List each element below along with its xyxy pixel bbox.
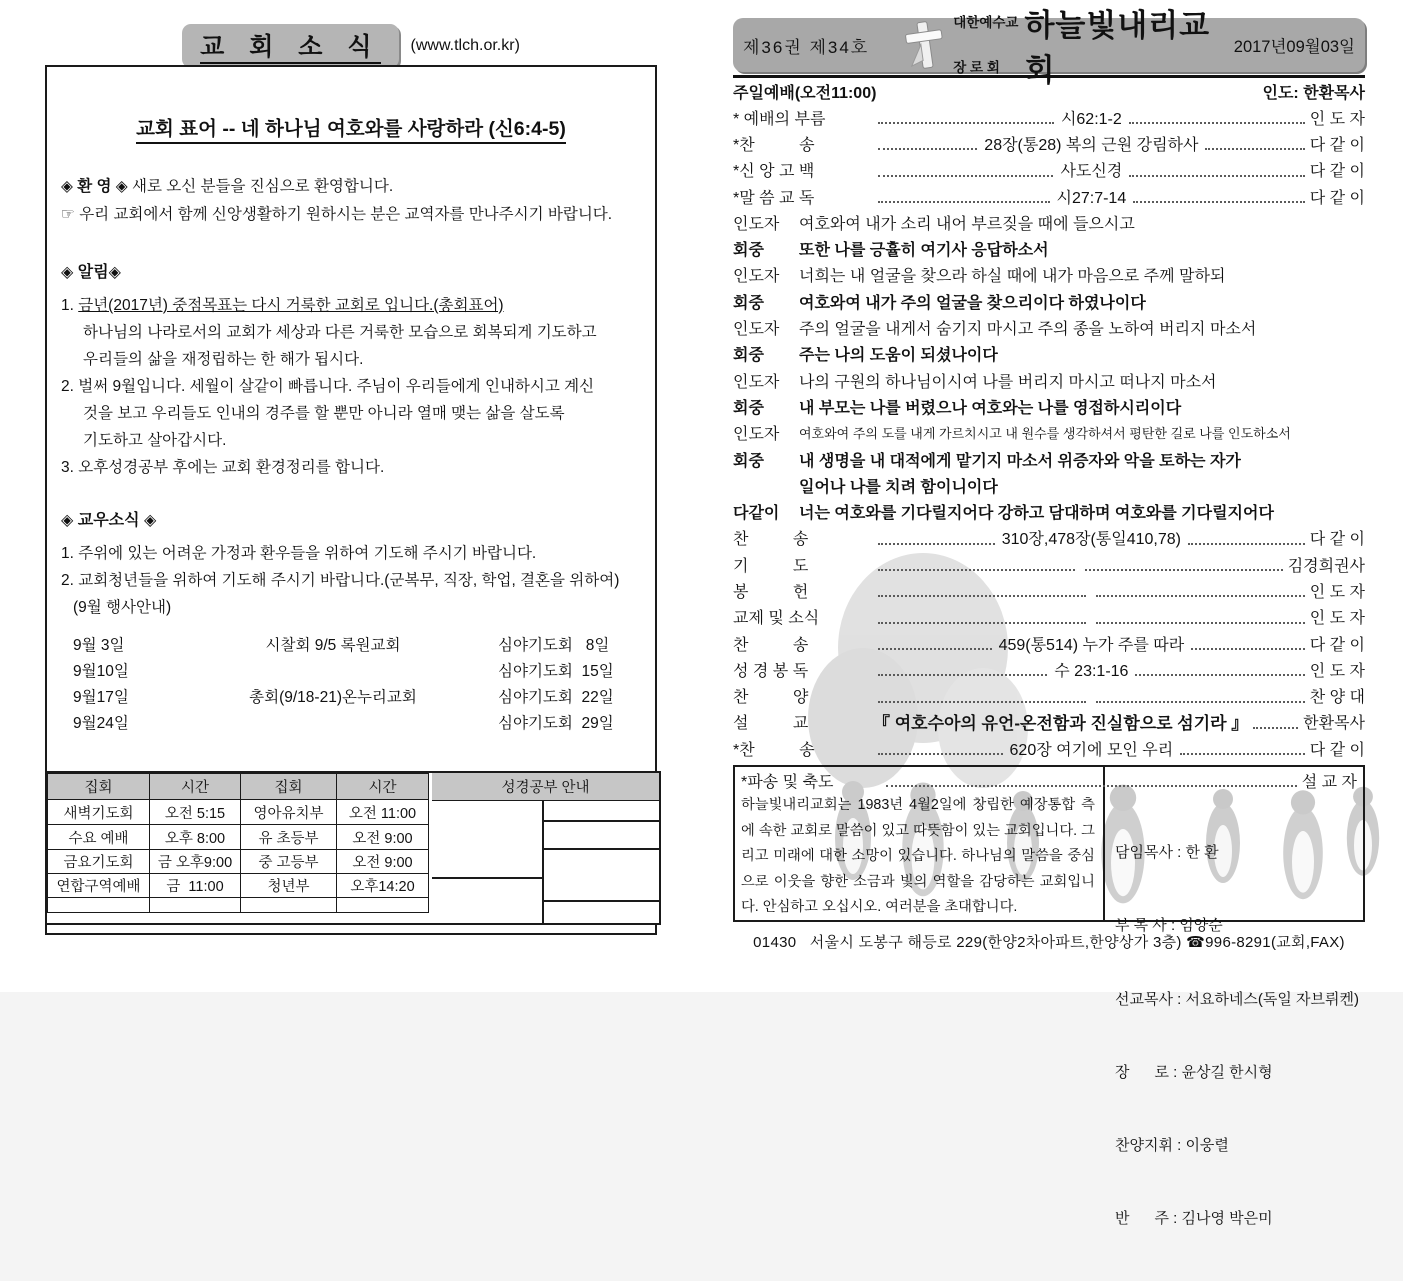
order-row: * 예배의 부름 시62:1-2 인 도 자 xyxy=(733,110,1365,128)
address-footer: 01430 서울시 도봉구 해등로 229(한양2차아파트,한양상가 3층) ☎996-8291(교회,FAX) xyxy=(753,934,1345,952)
notice-item2: 2. 벌써 9월입니다. 세월이 살같이 빠릅니다. 주님이 우리들에게 인내하시고 계신 xyxy=(61,378,595,395)
order-row: 교제 및 소식 인 도 자 xyxy=(733,610,1366,628)
church-news-title-box xyxy=(182,24,398,68)
responsive-line: 인도자 너희는 내 얼굴을 찾으라 하실 때에 내가 마음으로 주께 말하되 xyxy=(733,268,1226,286)
member-news-item2: 2. 교회청년들을 위하여 기도해 주시기 바랍니다.(군복무, 직장, 학업, 결혼을 위하여) xyxy=(61,572,620,589)
table-row: 금요기도회 금 오후9:00 중 고등부 오전 9:00 xyxy=(48,850,429,874)
staff-line: 선교목사 : 서요하네스(독일 자브뤼켄) xyxy=(1114,990,1359,1008)
order-row: 찬 송 310장,478장(통일410,78) 다 같 이 xyxy=(733,531,1365,549)
church-name: 하늘빛내리교회 xyxy=(1024,8,1211,88)
cross-logo-icon xyxy=(903,20,947,70)
staff-line: 반 주 : 김나영 박은미 xyxy=(1114,1210,1273,1228)
issue-number: 제36권 제34호 xyxy=(743,37,870,57)
table-row: 새벽기도회 오전 5:15 영아유치부 오전 11:00 xyxy=(48,800,429,825)
table-row: 수요 예배 오후 8:00 유 초등부 오전 9:00 xyxy=(48,825,429,850)
schedule-grid xyxy=(47,773,429,913)
order-row: 기 도 김경희권사 xyxy=(733,557,1365,575)
left-content-box xyxy=(45,65,657,935)
order-row: 찬 송 459(통514) 누가 주를 따라 다 같 이 xyxy=(733,636,1365,654)
table-row: 연합구역예배 금 11:00 청년부 오후14:20 xyxy=(48,874,429,898)
notice-item1-line2: 하나님의 나라로서의 교회가 세상과 다른 거룩한 모습으로 회복되게 기도하고 xyxy=(83,324,597,341)
member-news-heading: ◈ 교우소식 ◈ xyxy=(61,512,157,529)
table-row-empty xyxy=(48,898,429,913)
member-news-item1: 1. 주위에 있는 어려운 가정과 환우들을 위하여 기도해 주시기 바랍니다. xyxy=(61,545,537,562)
responsive-line: 회중 주는 나의 도움이 되셨나이다 xyxy=(733,347,998,365)
event-row: 9월24일 심야기도회 29일 xyxy=(73,715,614,732)
responsive-line: 인도자 주의 얼굴을 내게서 숨기지 마시고 주의 종을 노하여 버리지 마소서 xyxy=(733,321,1257,339)
order-row: *말 씀 교 독 시27:7-14 다 같 이 xyxy=(733,189,1365,207)
order-row: 봉 헌 인 도 자 xyxy=(733,583,1366,601)
denomination-label: 대한예수교 장 로 회 xyxy=(953,15,1019,75)
bulletin-date: 2017년09월03일 xyxy=(1233,38,1355,56)
church-motto: 교회 표어 -- 네 하나님 여호와를 사랑하라 (신6:4-5) xyxy=(47,113,655,141)
responsive-line: 인도자 여호와여 주의 도를 내게 가르치시고 내 원수를 생각하셔서 평탄한 길로 나를 인도하소서 xyxy=(733,426,1291,444)
staff-line: 장 로 : 윤상길 한시형 xyxy=(1114,1063,1273,1081)
welcome-section xyxy=(61,173,645,229)
church-news-title: 교 회 소 식 xyxy=(200,33,380,64)
notice-item1: 1. 금년(2017년) 중점목표는 다시 거룩한 교회로 입니다.(총회표어) xyxy=(61,297,504,314)
table-divider xyxy=(542,800,544,923)
left-page xyxy=(45,26,657,895)
meeting-schedule-table xyxy=(45,771,661,925)
welcome-line1: ◈ 환 영 ◈ 새로 오신 분들을 진심으로 환영합니다. xyxy=(61,178,394,195)
responsive-line: 회중 여호와여 내가 주의 얼굴을 찾으리이다 하였나이다 xyxy=(733,294,1146,312)
responsive-line: 회중 내 생명을 내 대적에게 맡기지 마소서 위증자와 악을 토하는 자가 xyxy=(733,452,1241,470)
masthead-banner xyxy=(733,8,1365,88)
responsive-line: 인도자 나의 구원의 하나님이시여 나를 버리지 마시고 떠나지 마소서 xyxy=(733,373,1217,391)
event-row: 9월 3일 시찰회 9/5 록원교회 심야기도회 8일 xyxy=(73,637,610,654)
order-row: *찬 송 620장 여기에 모인 우리 다 같 이 xyxy=(733,741,1366,759)
dot-leader xyxy=(878,110,1054,124)
staff-line: 찬양지휘 : 이웅렬 xyxy=(1114,1137,1229,1155)
event-row: 9월10일 심야기도회 15일 xyxy=(73,663,614,680)
responsive-line: 회중 내 부모는 나를 버렸으나 여호와는 나를 영접하시리이다 xyxy=(733,399,1182,417)
dot-leader xyxy=(1129,110,1305,124)
september-events xyxy=(73,595,645,737)
notice-section xyxy=(61,259,645,481)
notice-item1-line3: 우리들의 삶을 재정립하는 한 해가 됩시다. xyxy=(83,351,364,368)
notice-item3: 3. 오후성경공부 후에는 교회 환경정리를 합니다. xyxy=(61,459,385,476)
order-row: 성 경 봉 독 수 23:1-16 인 도 자 xyxy=(733,662,1365,680)
welcome-line2: ☞ 우리 교회에서 함께 신앙생활하기 원하시는 분은 교역자를 만나주시기 바랍니다. xyxy=(61,206,613,223)
service-title: 주일예배(오전11:00) xyxy=(733,85,877,102)
notice-heading: ◈ 알림◈ xyxy=(61,264,121,281)
church-introduction: 하늘빛내리교회는 1983년 4월2일에 창립한 예장통합 측에 속한 교회로 말씀이 있고 따뜻함이 있는 교회입니다. 그리고 미래에 대한 소망이 있습니다. 하나님의 말씀을 중심으로 이웃을 향한 소금과 빛의 역할을 감당하는 교회입니다. 안심하고 오십시오. 여러분을 초대합니다. xyxy=(741,797,1095,916)
event-row: 9월17일 총회(9/18-21)온누리교회 심야기도회 22일 xyxy=(73,689,614,706)
church-website-url: (www.tlch.or.kr) xyxy=(410,37,520,54)
order-row: *신 앙 고 백 사도신경 다 같 이 xyxy=(733,163,1365,181)
events-heading: (9월 행사안내) xyxy=(73,599,172,616)
notice-item2-line3: 기도하고 살아갑시다. xyxy=(83,432,227,449)
staff-line: 담임목사 : 한 환 xyxy=(1114,844,1219,862)
service-leader: 인도: 한환목사 xyxy=(1262,85,1365,102)
staff-line: 부 목 사 : 임양순 xyxy=(1114,917,1223,935)
responsive-line: 다같이 너는 여호와를 기다릴지어다 강하고 담대하며 여호와를 기다릴지어다 xyxy=(733,505,1274,523)
sermon-title: 『 여호수아의 유언-온전함과 진실함으로 섬기라 』 xyxy=(873,714,1249,734)
member-news-section xyxy=(61,507,649,594)
col-header: 집회 xyxy=(48,774,150,800)
notice-item2-line2: 것을 보고 우리들도 인내의 경주를 할 뿐만 아니라 열매 맺는 삶을 살도록 xyxy=(83,405,565,422)
bible-study-header: 성경공부 안내 xyxy=(432,773,659,801)
responsive-line: 인도자 여호와여 내가 소리 내어 부르짖을 때에 들으시고 xyxy=(733,215,1135,233)
preacher: 한환목사 xyxy=(1303,715,1365,733)
left-page-header xyxy=(45,26,657,66)
col-header: 시간 xyxy=(337,774,429,800)
responsive-line: 회중 또한 나를 긍휼히 여기사 응답하소서 xyxy=(733,242,1049,260)
col-header: 집회 xyxy=(241,774,337,800)
benediction-row: *파송 및 축도 설 교 자 xyxy=(741,773,1357,791)
right-page xyxy=(733,8,1366,1228)
order-row: 찬 양 찬 양 대 xyxy=(733,689,1366,707)
responsive-line: 일어나 나를 치려 함이니이다 xyxy=(799,478,998,496)
col-header: 시간 xyxy=(150,774,241,800)
sermon-row: 설 교 『 여호수아의 유언-온전함과 진실함으로 섬기라 』 한환목사 xyxy=(733,709,1365,735)
order-row: *찬 송 28장(통28) 복의 근원 강림하사 다 같 이 xyxy=(733,136,1366,154)
